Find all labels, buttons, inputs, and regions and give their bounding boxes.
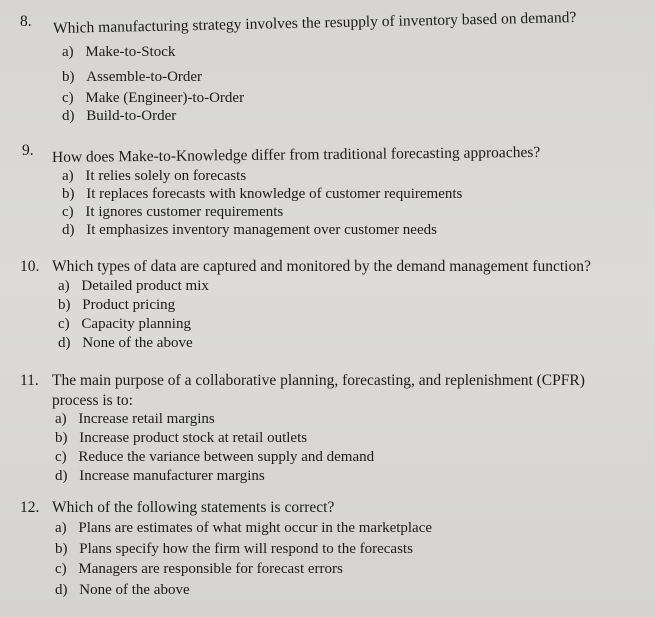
option-text: It emphasizes inventory management over customer needs: [86, 222, 437, 238]
option-a: [62, 167, 246, 185]
option-text: None of the above: [79, 582, 190, 598]
option-label: c): [62, 204, 74, 220]
question-stem: Which manufacturing strategy involves the resupply of inventory based on demand?: [52, 9, 577, 37]
option-label: b): [62, 186, 75, 202]
option-label: b): [58, 297, 71, 313]
option-b: [62, 185, 462, 203]
option-text: Plans are estimates of what might occur in the marketplace: [78, 520, 433, 536]
question-number: 9.: [22, 142, 34, 159]
option-c: [58, 315, 191, 333]
option-label: c): [55, 561, 67, 577]
option-label: b): [55, 541, 68, 557]
option-label: a): [55, 520, 67, 536]
option-b: [62, 68, 202, 86]
option-d: [62, 107, 176, 125]
option-d: [55, 467, 265, 485]
option-c: [55, 560, 343, 578]
question-stem: Which types of data are captured and monitored by the demand management function?: [52, 258, 591, 275]
option-d: [58, 334, 193, 352]
option-b: [55, 540, 413, 558]
option-label: a): [58, 278, 70, 294]
option-text: Managers are responsible for forecast errors: [78, 561, 343, 577]
question-stem: How does Make-to-Knowledge differ from traditional forecasting approaches?: [51, 143, 541, 166]
option-c: [62, 89, 244, 107]
question-number: 11.: [20, 372, 39, 389]
option-label: b): [55, 430, 68, 446]
option-label: d): [55, 468, 68, 484]
question-number: 8.: [20, 13, 32, 30]
question-stem: Which of the following statements is correct?: [52, 499, 335, 516]
option-c: [62, 203, 283, 221]
option-label: d): [62, 108, 75, 124]
option-label: a): [55, 411, 67, 427]
option-text: Increase manufacturer margins: [79, 468, 265, 484]
option-text: Increase product stock at retail outlets: [79, 430, 308, 446]
option-a: [62, 43, 175, 61]
option-label: d): [62, 222, 75, 238]
question-stem-line-2: process is to:: [52, 392, 133, 409]
option-text: Reduce the variance between supply and demand: [78, 449, 375, 465]
option-text: Detailed product mix: [81, 278, 209, 294]
option-label: b): [62, 69, 75, 85]
question-number: 12.: [20, 499, 40, 516]
option-a: [55, 410, 215, 428]
option-text: Make (Engineer)-to-Order: [85, 90, 245, 106]
option-label: c): [55, 449, 67, 465]
option-a: [58, 277, 209, 295]
option-label: d): [55, 582, 68, 598]
option-label: a): [62, 168, 74, 184]
option-text: Build-to-Order: [86, 108, 177, 124]
option-text: It relies solely on forecasts: [85, 168, 247, 184]
option-b: [58, 296, 175, 314]
option-text: Increase retail margins: [78, 411, 215, 427]
option-b: [55, 429, 307, 447]
option-text: Plans specify how the firm will respond to the forecasts: [79, 541, 413, 557]
option-text: Capacity planning: [81, 316, 191, 332]
option-d: [55, 581, 190, 599]
option-label: c): [58, 316, 70, 332]
question-stem-line-1: The main purpose of a collaborative planning, forecasting, and replenishment (CPFR): [52, 372, 585, 389]
option-a: [55, 519, 432, 537]
option-label: a): [62, 44, 74, 60]
option-d: [62, 221, 437, 239]
option-text: Product pricing: [82, 297, 176, 313]
option-c: [55, 448, 374, 466]
option-text: None of the above: [82, 335, 193, 351]
option-label: c): [62, 90, 74, 106]
option-label: d): [58, 335, 71, 351]
option-text: Make-to-Stock: [85, 44, 176, 60]
question-number: 10.: [20, 258, 40, 275]
option-text: Assemble-to-Order: [86, 69, 203, 85]
option-text: It ignores customer requirements: [85, 204, 284, 220]
option-text: It replaces forecasts with knowledge of customer requirements: [86, 186, 463, 202]
